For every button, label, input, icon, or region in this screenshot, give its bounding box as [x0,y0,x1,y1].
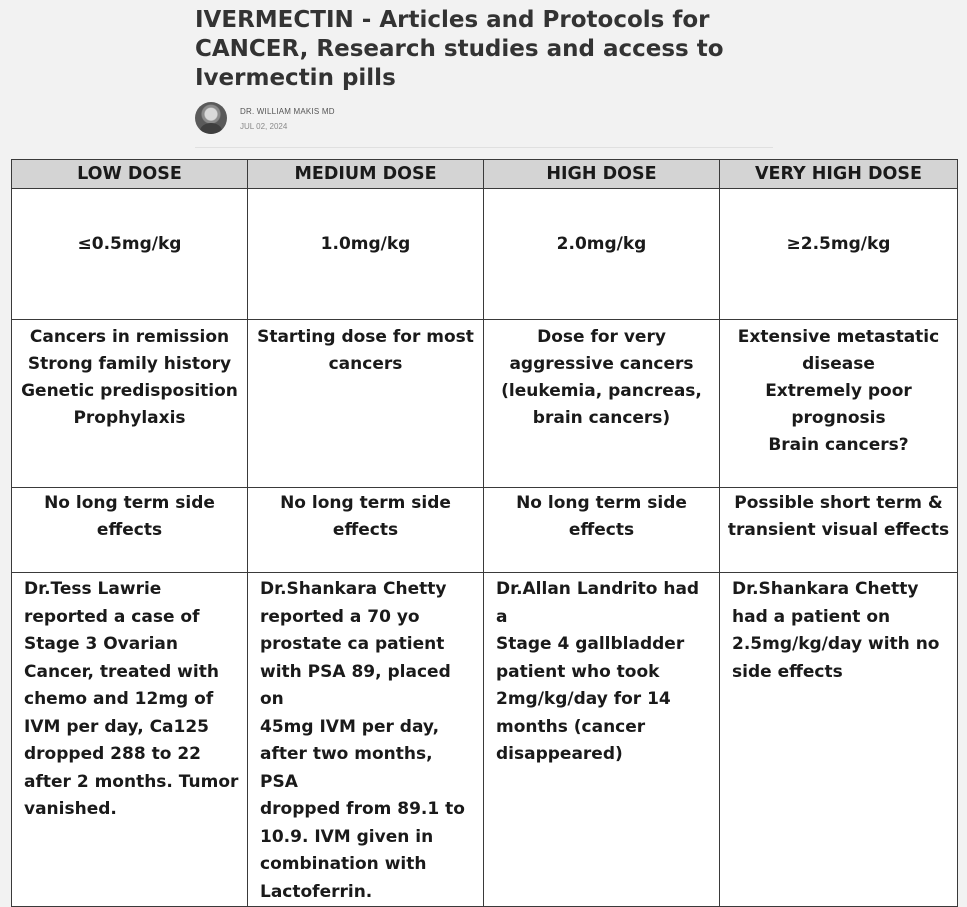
header-medium-dose: MEDIUM DOSE [248,160,484,189]
indication-cell: Dose for very aggressive cancers (leukemia, pancreas, brain cancers) [484,320,720,488]
avatar-silhouette [200,123,222,134]
author-name[interactable]: DR. WILLIAM MAKIS MD [240,107,335,116]
header-divider [195,147,773,148]
dose-amount-cell: ≥2.5mg/kg [720,189,958,320]
indication-cell: Starting dose for most cancers [248,320,484,488]
dose-amount-cell: 1.0mg/kg [248,189,484,320]
side-effects-row [12,488,958,573]
side-effects-cell: No long term side effects [484,488,720,573]
case-report-cell: Dr.Shankara Chetty had a patient on 2.5mg/kg/day with no side effects [720,573,958,907]
publish-date: JUL 02, 2024 [240,122,288,131]
dose-table [11,159,958,907]
case-report-cell: Dr.Shankara Chetty reported a 70 yo prostate ca patient with PSA 89, placed on 45mg IVM per day, after two months, PSA dropped from 89.1 to 10.9. IVM given in combination with Lactoferrin. [248,573,484,907]
case-report-cell: Dr.Allan Landrito had a Stage 4 gallbladder patient who took 2mg/kg/day for 14 months (cancer disappeared) [484,573,720,907]
article-title: IVERMECTIN - Articles and Protocols for CANCER, Research studies and access to Ivermectin pills [195,7,724,91]
header-row [12,160,958,189]
indication-row [12,320,958,488]
side-effects-cell: Possible short term & transient visual effects [720,488,958,573]
indication-cell: Cancers in remission Strong family history Genetic predisposition Prophylaxis [12,320,248,488]
dose-amount-cell: 2.0mg/kg [484,189,720,320]
header-low-dose: LOW DOSE [12,160,248,189]
article-header [195,6,785,131]
case-report-cell: Dr.Tess Lawrie reported a case of Stage 3 Ovarian Cancer, treated with chemo and 12mg of IVM per day, Ca125 dropped 288 to 22 after 2 months. Tumor vanished. [12,573,248,907]
dose-amount-row [12,189,958,320]
header-high-dose: HIGH DOSE [484,160,720,189]
case-report-row [12,573,958,907]
side-effects-cell: No long term side effects [12,488,248,573]
byline [195,102,785,136]
indication-cell: Extensive metastatic disease Extremely poor prognosis Brain cancers? [720,320,958,488]
dose-amount-cell: ≤0.5mg/kg [12,189,248,320]
author-avatar[interactable] [195,102,227,134]
side-effects-cell: No long term side effects [248,488,484,573]
header-very-high-dose: VERY HIGH DOSE [720,160,958,189]
